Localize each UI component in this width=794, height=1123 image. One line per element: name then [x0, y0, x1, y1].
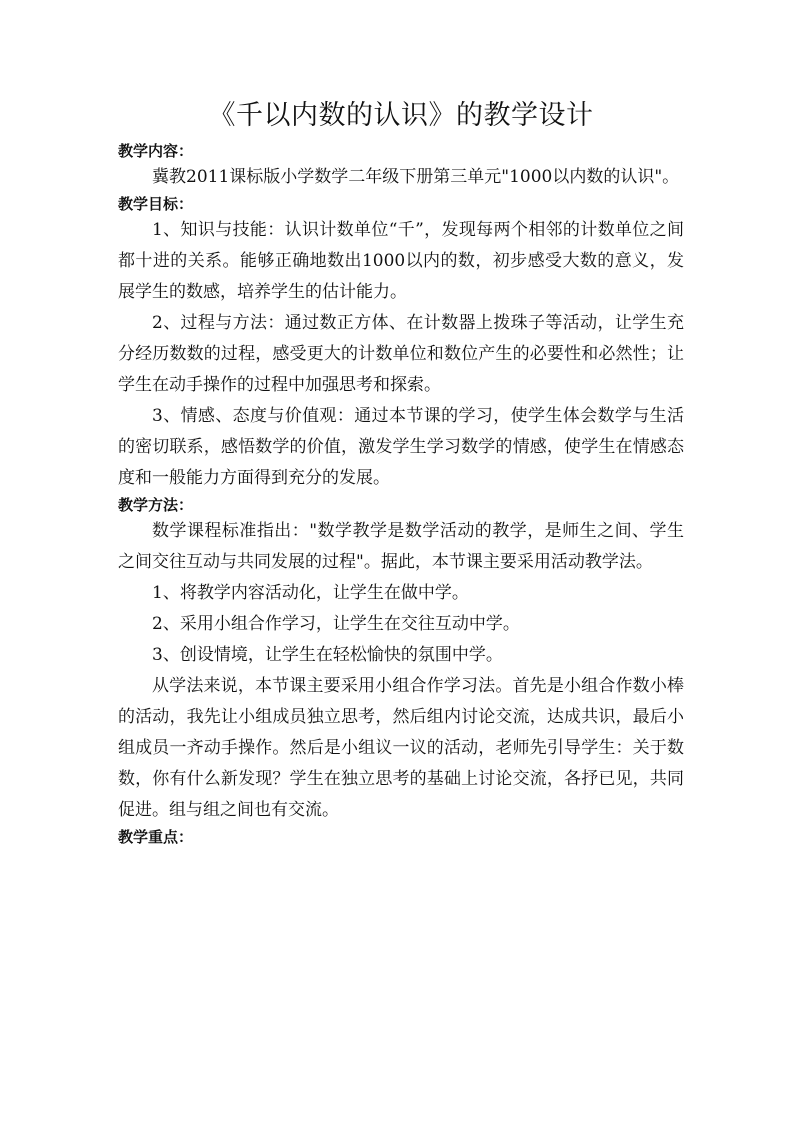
- document-title: 《千以内数的认识》的教学设计: [208, 100, 594, 131]
- paragraph: 数学课程标准指出："数学教学是数学活动的教学，是师生之间、学生之间交往互动与共同发展的过程"。据此，本节课主要采用活动教学法。: [118, 521, 684, 572]
- section-heading: 教学方法：: [118, 496, 194, 514]
- section-heading: 教学目标：: [118, 195, 194, 213]
- paragraph: 2、过程与方法：通过数正方体、在计数器上拨珠子等活动，让学生充分经历数数的过程，感受更大的计数单位和数位产生的必要性和必然性；让学生在动手操作的过程中加强思考和探索。: [118, 313, 684, 395]
- section-teaching-methods: [118, 494, 684, 826]
- paragraph: 冀教2011课标版小学数学二年级下册第三单元"1000以内数的认识"。: [152, 167, 680, 187]
- document-page: [118, 96, 684, 848]
- section-heading: 教学重点：: [118, 828, 194, 846]
- paragraph: 从学法来说，本节课主要采用小组合作学习法。首先是小组合作数小棒的活动，我先让小组成员独立思考，然后组内讨论交流，达成共识，最后小组成员一齐动手操作。然后是小组议一议的活动，老师先引导学生：关于数数，你有什么新发现？学生在独立思考的基础上讨论交流，各抒已见，共同促进。组与组之间也有交流。: [118, 676, 684, 820]
- list-item: 2、采用小组合作学习，让学生在交往互动中学。: [152, 614, 520, 634]
- section-teaching-focus: [118, 826, 684, 848]
- section-teaching-goals: [118, 193, 684, 494]
- list-item: 3、创设情境，让学生在轻松愉快的氛围中学。: [152, 645, 503, 665]
- section-teaching-content: [118, 140, 684, 193]
- paragraph: 3、情感、态度与价值观：通过本节课的学习，使学生体会数学与生活的密切联系，感悟数学的价值，激发学生学习数学的情感，使学生在情感态度和一般能力方面得到充分的发展。: [118, 406, 684, 488]
- list-item: 1、将教学内容活动化，让学生在做中学。: [152, 583, 469, 603]
- paragraph: 1、知识与技能：认识计数单位“千”，发现每两个相邻的计数单位之间都十进的关系。能够正确地数出1000以内的数，初步感受大数的意义，发展学生的数感，培养学生的估计能力。: [118, 220, 684, 302]
- section-heading: 教学内容：: [118, 142, 194, 160]
